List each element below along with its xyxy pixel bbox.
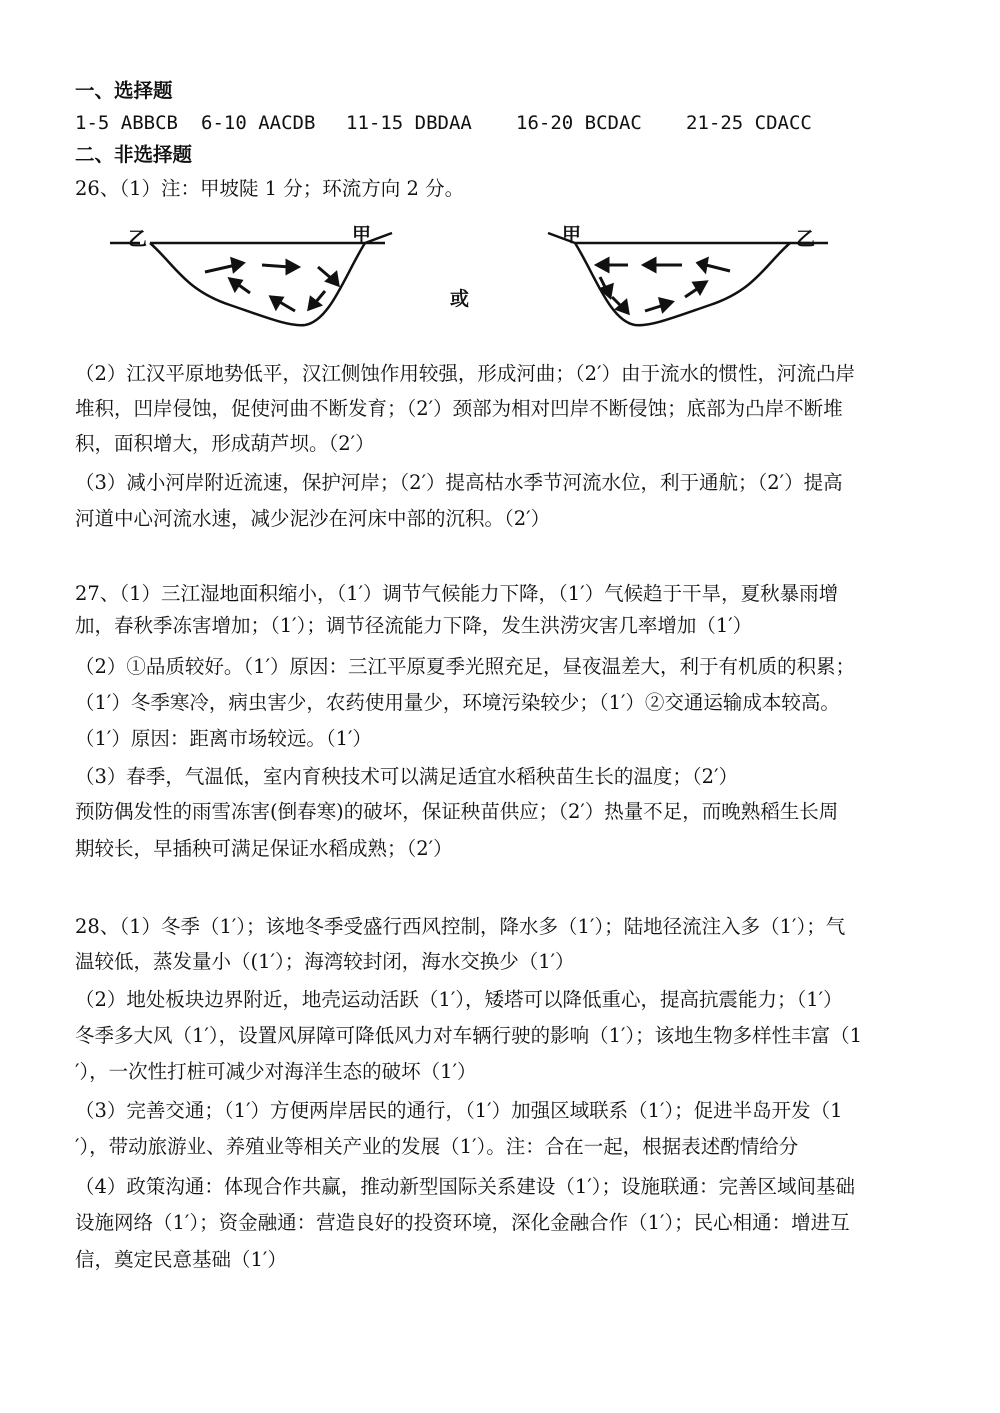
answer-key-row [75, 106, 915, 140]
answer-range: 21-25 [686, 112, 744, 134]
q26-line: （2）江汉平原地势低平，汉江侧蚀作用较强，形成河曲；（2′）由于流水的惯性，河流凸岸 [75, 362, 855, 385]
arrow-icon [230, 279, 250, 293]
q27-line: （2）①品质较好。（1′）原因：三江平原夏季光照充足，昼夜温差大，利于有机质的积累； [75, 655, 855, 678]
arrow-icon [597, 259, 628, 271]
answer-group-4 [516, 106, 686, 140]
right-diagram-label-right: 乙 [796, 228, 816, 250]
arrow-icon [698, 259, 730, 271]
q28-line: ′），带动旅游业、养殖业等相关产业的发展（1′）。注：合在一起，根据表述酌情给分 [75, 1135, 799, 1158]
q27-line: （1′）冬季寒冷，病虫害少，农药使用量少，环境污染较少；（1′）②交通运输成本较高。 [75, 691, 840, 714]
answer-group-5 [686, 106, 812, 140]
q28-line: （3）完善交通；（1′）方便两岸居民的通行，（1′）加强区域联系（1′）；促进半岛开发（1 [75, 1099, 843, 1122]
q27-line: （3）春季，气温低，室内育秧技术可以满足适宜水稻秧苗生长的温度；（2′） [75, 765, 738, 788]
left-diagram-label-right: 甲 [352, 224, 372, 246]
q28-line: 信，奠定民意基础（1′） [75, 1248, 287, 1271]
arrow-icon [318, 267, 338, 285]
q26-line: （3）减小河岸附近流速，保护河岸；（2′）提高枯水季节河流水位，利于通航；（2′）提高 [75, 471, 843, 494]
q26-line: 堆积，凹岸侵蚀，促使河曲不断发育；（2′）颈部为相对凹岸不断侵蚀；底部为凸岸不断堆 [75, 397, 843, 420]
arrow-icon [309, 291, 325, 309]
q27-line: 加，春秋季冻害增加；（1′）；调节径流能力下降，发生洪涝灾害几率增加（1′） [75, 614, 753, 637]
answer-range: 6-10 [201, 112, 247, 134]
q28-line: 设施网络（1′）；资金融通：营造良好的投资环境，深化金融合作（1′）；民心相通：增进互 [75, 1211, 850, 1234]
q28-line: 28、（1）冬季（1′）；该地冬季受盛行西风控制，降水多（1′）；陆地径流注入多（1′）；气 [75, 915, 846, 938]
answer-key: AACDB [258, 112, 316, 134]
answer-key: BCDAC [584, 112, 642, 134]
answer-key: DBDAA [414, 112, 472, 134]
q28-line: ′），一次性打桩可减少对海洋生态的破坏（1′） [75, 1060, 477, 1083]
q28-line: （4）政策沟通：体现合作共赢，推动新型国际关系建设（1′）；设施联通：完善区域间基础 [75, 1175, 855, 1198]
river-cross-section-diagram [0, 205, 1000, 340]
answer-range: 1-5 [75, 112, 110, 134]
answer-key: ABBCB [120, 112, 178, 134]
answer-range: 16-20 [516, 112, 574, 134]
arrow-icon [644, 259, 682, 271]
arrow-icon [685, 282, 706, 297]
q27-line: 期较长，早插秧可满足保证水稻成熟；（2′） [75, 837, 453, 860]
arrow-icon [645, 299, 672, 311]
section2-heading: 二、非选择题 [75, 143, 193, 166]
q26-line: 积，面积增大，形成葫芦坝。（2′） [75, 432, 375, 455]
q26-line: 河道中心河流水速，减少泥沙在河床中部的沉积。（2′） [75, 507, 551, 530]
right-diagram-label-left: 甲 [562, 224, 582, 246]
answer-key: CDACC [754, 112, 812, 134]
river-cross-section-right [548, 233, 828, 325]
q26-intro: 26、（1）注：甲坡陡 1 分；环流方向 2 分。 [75, 177, 465, 200]
answer-group-1 [75, 106, 201, 140]
arrow-icon [262, 261, 298, 273]
right-diagram-channel [575, 243, 790, 325]
river-cross-section-left [110, 233, 392, 325]
q27-line: 预防偶发性的雨雪冻害(倒春寒)的破坏，保证秧苗供应；（2′）热量不足，而晚熟稻生长周 [75, 800, 839, 823]
q28-line: 温较低，蒸发量小（(1′）；海湾较封闭，海水交换少（1′） [75, 950, 575, 973]
answer-range: 11-15 [346, 112, 404, 134]
q27-line: 27、（1）三江湿地面积缩小，（1′）调节气候能力下降，（1′）气候趋于干旱，夏秋暴雨增 [75, 582, 839, 605]
q27-line: （1′）原因：距离市场较远。（1′） [75, 727, 372, 750]
arrow-icon [205, 259, 243, 272]
or-label: 或 [450, 288, 470, 310]
answer-group-2 [201, 106, 346, 140]
q28-line: 冬季多大风（1′），设置风屏障可降低风力对车辆行驶的影响（1′）；该地生物多样性丰富（1 [75, 1024, 863, 1047]
section1-heading: 一、选择题 [75, 79, 173, 102]
q28-line: （2）地处板块边界附近，地壳运动活跃（1′），矮塔可以降低重心，提高抗震能力；（1′） [75, 988, 843, 1011]
arrow-icon [271, 297, 295, 311]
left-diagram-label-left: 乙 [128, 228, 148, 250]
answer-group-3 [346, 106, 516, 140]
